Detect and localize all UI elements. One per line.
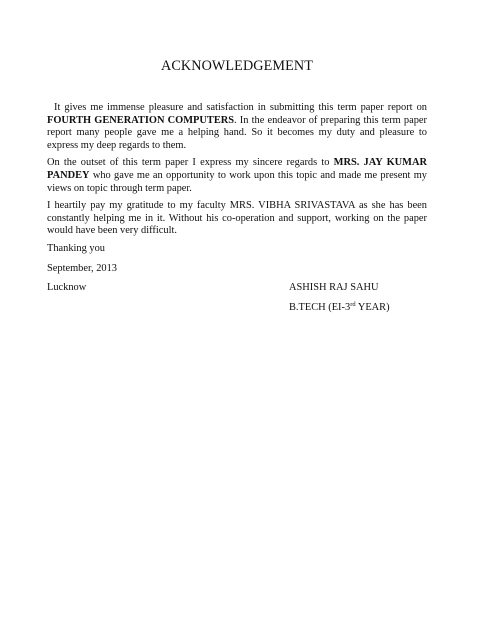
paragraph-intro-text-end: . In the endeavor of preparing this term paper report many people gave me a helping hand. So it becomes my duty and pleasure to express my deep regards to them. <box>47 114 427 151</box>
author-course-superscript: rd <box>350 300 356 308</box>
signature-row-2 <box>47 302 427 315</box>
guide-name: MRS. JAY KUMAR PANDEY <box>47 157 427 181</box>
paragraph-intro-text-start: It gives me immense pleasure and satisfaction in submitting this term paper report on <box>54 102 427 113</box>
author-course-suffix: YEAR) <box>355 301 390 313</box>
paragraph-gratitude: I heartily pay my gratitude to my faculty MRS. VIBHA SRIVASTAVA as she has been constantly helping me in it. Without his co-operation and support, working on the paper would have been very difficult. <box>47 200 427 237</box>
paragraph-regards <box>47 157 427 195</box>
paragraph-intro <box>47 102 427 152</box>
signature-row-1 <box>47 282 427 295</box>
report-topic: FOURTH GENERATION COMPUTERS <box>47 114 235 126</box>
place-text: Lucknow <box>47 282 87 294</box>
author-course-prefix: B.TECH (EI-3 <box>289 301 351 313</box>
author-course <box>289 302 390 315</box>
date-text: September, 2013 <box>47 262 117 274</box>
document-page <box>47 0 427 640</box>
paragraph-regards-text-end: who gave me an opportunity to work upon this topic and made me present my views on topic through term paper. <box>47 169 427 194</box>
document-body <box>47 102 427 321</box>
document-title: ACKNOWLEDGEMENT <box>160 58 314 74</box>
closing-text: Thanking you <box>47 242 106 254</box>
paragraph-regards-text-start: On the outset of this term paper I express my sincere regards to <box>47 157 334 169</box>
author-name: ASHISH RAJ SAHU <box>289 282 379 294</box>
